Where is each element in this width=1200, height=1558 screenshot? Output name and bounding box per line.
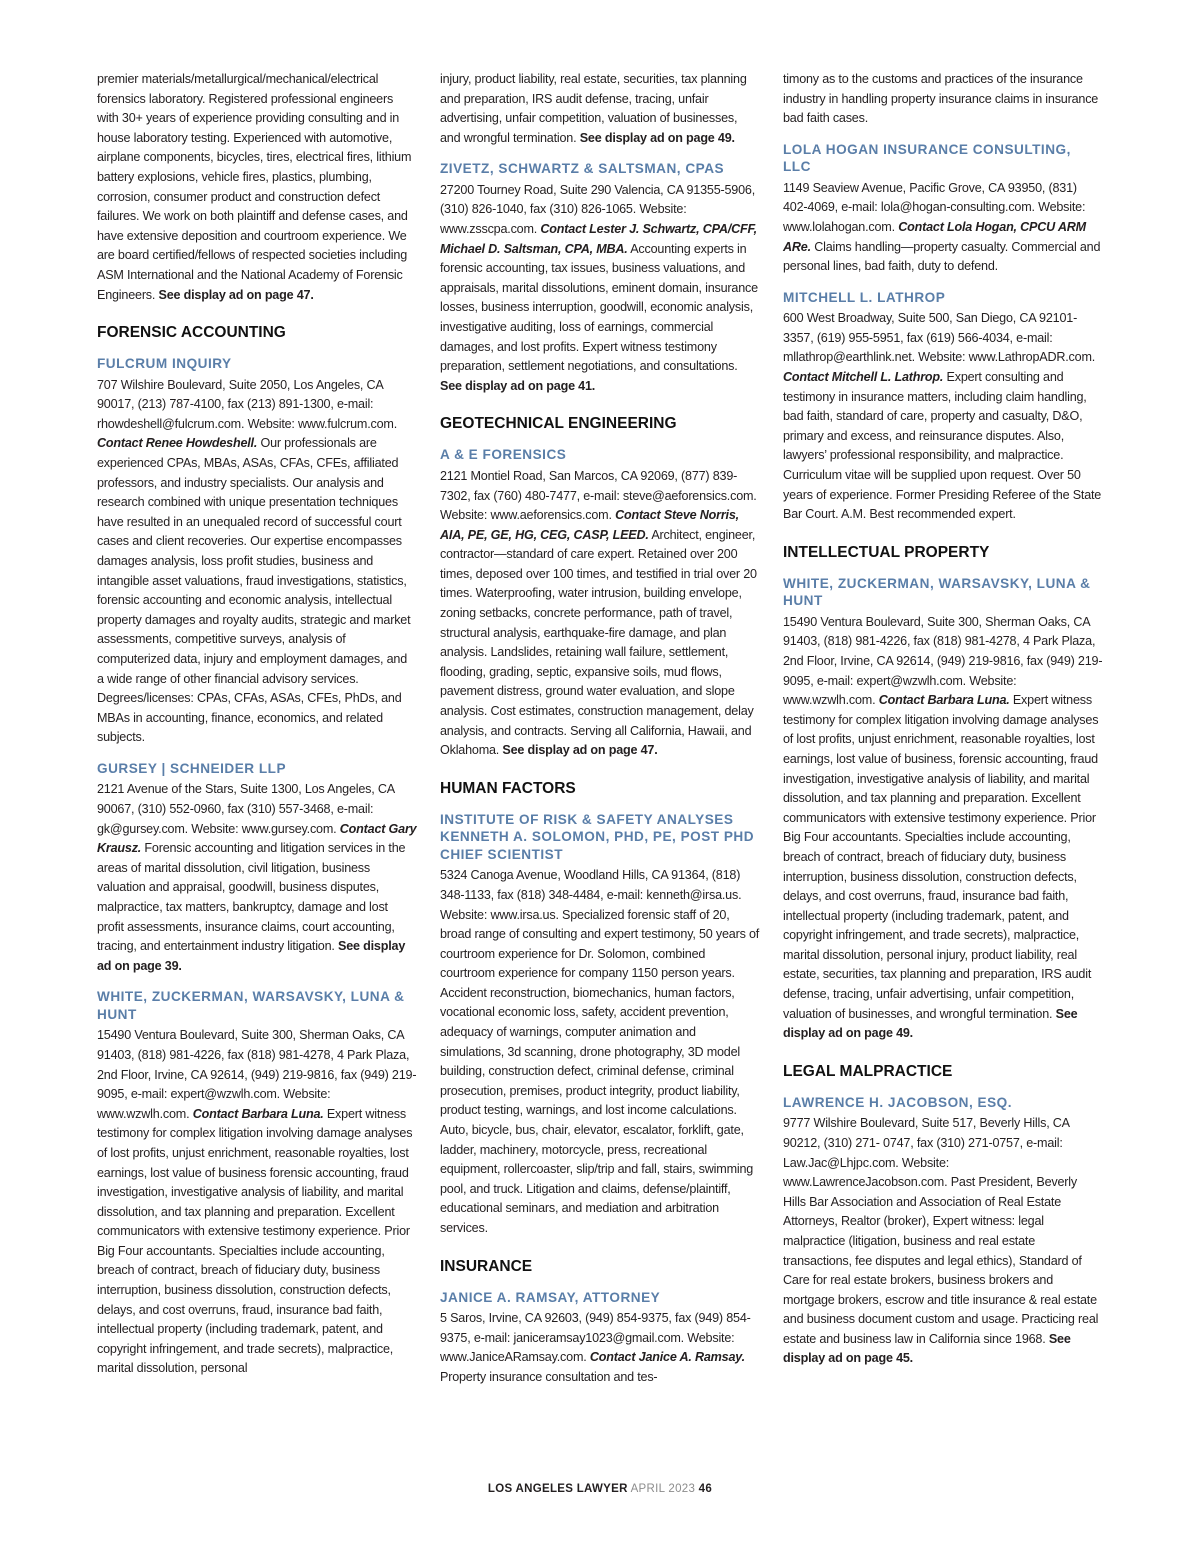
listing-text [440,866,760,1238]
listing-address: 15490 Ventura Boulevard, Suite 300, Sherman Oaks, CA 91403, (818) 981-4226, fax (818) 981-4278, 4 Park Plaza, 2nd Floor, Irvine, CA 92614, (949) 219-9816, fax (949) 219-9095, e-mail: expert@wzwlh.com. Website: www.wzwlh.com. [783,614,1103,708]
listing-description: Claims handling—property casualty. Commercial and personal lines, bad faith, duty to defend. [783,239,1101,274]
display-ad-reference: See display ad on page 45. [783,1331,1071,1366]
page-footer [0,1483,1200,1495]
listing-text [97,1026,417,1379]
firm-name: GURSEY | SCHNEIDER LLP [97,760,287,776]
footer-publication: LOS ANGELES LAWYER [487,1483,628,1495]
section-heading: FORENSIC ACCOUNTING [97,324,286,342]
listing-contact: Contact Mitchell L. Lathrop. [783,370,944,385]
display-ad-reference: See display ad on page 47. [502,743,658,758]
listing-text [783,613,1103,1044]
listing-description: Architect, engineer, contractor—standard of care expert. Retained over 200 times, deposed over 100 times, and testified in trial over 20 times. Waterproofing, water intrusion, building envelope, zoning setbacks, concrete performance, path of travel, structural analysis, earthquake-fire damage, and plan analysis. Landslides, retaining wall failure, settlement, flooding, grading, septic, expansive soils, mud flows, pavement distress, ground water evaluation, and slope analysis. Cost estimates, construction management, delay analysis, and contracts. Serving all California, Hawaii, and Oklahoma. [440,527,757,758]
listing-contact: Contact Gary Krausz. [97,821,417,856]
listing-description: premier materials/metallurgical/mechanical/electrical forensics laboratory. Registered professional engineers with 30+ years of experience providing consulting and in house laboratory testing. Experienced with automotive, airplane components, bicycles, tires, electrical fires, lithium battery explosions, vehicle fires, plastics, plumbing, corrosion, consumer product and construction defect failures. We work on both plaintiff and defense cases, and have extensive deposition and courtroom experience. We are board certified/fellows of respected societies including ASM International and the National Academy of Forensic Engineers. [97,72,412,302]
listing-address: 15490 Ventura Boulevard, Suite 300, Sherman Oaks, CA 91403, (818) 981-4226, fax (818) 981-4278, 4 Park Plaza, 2nd Floor, Irvine, CA 92614, (949) 219-9816, fax (949) 219-9095, e-mail: expert@wzwlh.com. Website: www.wzwlh.com. [97,1028,417,1121]
listing-text [783,1114,1103,1369]
section-heading: GEOTECHNICAL ENGINEERING [440,415,677,433]
listing-contact: Contact Lester J. Schwartz, CPA/CFF, Michael D. Saltsman, CPA, MBA. [440,222,757,256]
listing-text [97,70,417,305]
listing-contact: Contact Lola Hogan, CPCU ARM ARe. [783,219,1086,254]
firm-name: WHITE, ZUCKERMAN, WARSAVSKY, LUNA & HUNT [97,989,405,1022]
listing-description: 9777 Wilshire Boulevard, Suite 517, Beverly Hills, CA 90212, (310) 271- 0747, fax (310) 271-0757, e-mail: Law.Jac@Lhjpc.com. Website: www.LawrenceJacobson.com. Past President, Beverly Hills Bar Association and Association of Real Estate Attorneys, Realtor (broker), Expert witness: legal malpractice (litigation, business and real estate transactions, fee disputes and legal ethics), Standard of Care for real estate brokers, business brokers and mortgage brokers, escrow and title insurance & real estate and business document custom and usage. Practicing real estate and business law in California since 1968. [783,1116,1099,1346]
display-ad-reference: See display ad on page 49. [783,1006,1078,1041]
display-ad-reference: See display ad on page 49. [579,130,735,145]
listing-text [440,1309,760,1387]
display-ad-reference: See display ad on page 39. [97,939,406,973]
listing-text [783,179,1103,277]
listing-contact: Contact Renee Howdeshell. [97,436,258,451]
firm-name: WHITE, ZUCKERMAN, WARSAVSKY, LUNA & HUNT [783,575,1091,609]
listing-address: 27200 Tourney Road, Suite 290 Valencia, CA 91355-5906, (310) 826-1040, fax (310) 826-1065. Website: www.zsscpa.com. [440,182,756,237]
listing-contact: Contact Barbara Luna. [878,693,1010,708]
column-2 [440,70,760,1387]
listing-contact: Contact Steve Norris, AIA, PE, GE, HG, CEG, CASP, LEED. [440,508,739,542]
firm-name: ZIVETZ, SCHWARTZ & SALTSMAN, CPAS [440,161,725,177]
listing-text [783,70,1103,129]
listing-text [783,309,1103,525]
listing-address: 2121 Avenue of the Stars, Suite 1300, Los Angeles, CA 90067, (310) 552-0960, fax (310) 557-3468, e-mail: gk@gursey.com. Website: www.gursey.com. [97,782,395,836]
listing-text [440,467,760,761]
column-1 [97,70,417,1379]
listing-address: 5 Saros, Irvine, CA 92603, (949) 854-9375, fax (949) 854-9375, e-mail: janiceramsay1023@gmail.com. Website: www.JaniceARamsay.com. [440,1311,751,1365]
section-heading: HUMAN FACTORS [440,779,576,797]
firm-name: INSTITUTE OF RISK & SAFETY ANALYSES KENNETH A. SOLOMON, PHD, PE, POST PHD CHIEF SCIENTIST [440,811,755,862]
listing-address: 600 West Broadway, Suite 500, San Diego, CA 92101-3357, (619) 955-5951, fax (619) 566-4034, e-mail: mllathrop@earthlink.net. Website: www.LathropADR.com. [783,311,1096,365]
listing-description: Accounting experts in forensic accounting, tax issues, business valuations, and appraisals, marital dissolutions, eminent domain, insurance losses, business interruption, goodwill, economic analysis, investigative auditing, loss of earnings, commercial damages, and lost profits. Expert witness testimony preparation, settlement negotiations, and consultations. [440,241,758,374]
listing-description: Property insurance consultation and tes- [440,1369,658,1384]
listing-description: injury, product liability, real estate, securities, tax planning and preparation, IRS audit defense, tracing, unfair advertising, unfair competition, valuation of businesses, and wrongful termination. [440,72,747,145]
display-ad-reference: See display ad on page 41. [440,378,596,393]
display-ad-reference: See display ad on page 47. [158,287,314,302]
firm-name: FULCRUM INQUIRY [97,356,232,372]
listing-text [440,181,760,397]
listing-description: Expert witness testimony for complex litigation involving damage analyses of lost profits, unjust enrichment, reasonable royalties, lost earnings, lost value of business forensic accounting, fraud investigation, investigative analysis of liability, and marital dissolution, and tax planning and preparation. Excellent communicators with extensive testimony experience. Prior Big Four accountants. Specialties include accounting, breach of contract, breach of fiduciary duty, business interruption, business dissolution, construction defects, delays, and cost overruns, fraud, insurance bad faith, intellectual property (including trademark, patent, and copyright infringement, and trade secrets), malpractice, marital dissolution, personal [97,1106,413,1376]
listing-address: 707 Wilshire Boulevard, Suite 2050, Los Angeles, CA 90017, (213) 787-4100, fax (213) 891-1300, e-mail: rhowdeshell@fulcrum.com. Website: www.fulcrum.com. [97,377,397,431]
firm-name: LAWRENCE H. JACOBSON, ESQ. [783,1094,1013,1110]
listing-text [440,70,760,148]
listing-contact: Contact Janice A. Ramsay. [589,1350,745,1365]
listing-text [97,376,417,748]
section-heading: LEGAL MALPRACTICE [783,1062,953,1080]
listing-text [97,780,417,976]
listing-contact: Contact Barbara Luna. [192,1106,324,1121]
section-heading: INTELLECTUAL PROPERTY [783,543,990,561]
listing-description: timony as to the customs and practices of the insurance industry in handling property insurance claims in insurance bad faith cases. [783,72,1099,126]
footer-page-number: 46 [698,1483,713,1495]
firm-name: A & E FORENSICS [440,447,567,463]
footer-issue: APRIL 2023 [630,1483,696,1495]
listing-description: Expert consulting and testimony in insurance matters, including claim handling, bad faith, standard of care, property and casualty, D&O, primary and excess, and reinsurance disputes. Also, lawyers’ professional responsibility, and malpractice. Curriculum vitae will be supplied upon request. Over 50 years of experience. Former Presiding Referee of the State Bar Court. A.M. Best recommended expert. [783,370,1102,522]
section-heading: INSURANCE [440,1257,533,1275]
listing-address: 2121 Montiel Road, San Marcos, CA 92069, (877) 839-7302, fax (760) 480-7477, e-mail: steve@aeforensics.com. Website: www.aeforensics.com. [440,468,757,523]
listing-description: Forensic accounting and litigation services in the areas of marital dissolution, civil litigation, business valuation and appraisal, goodwill, business disputes, malpractice, tax matters, bankruptcy, damage and lost profit assessments, insurance claims, court accounting, tracing, and entertainment industry litigation. [97,841,406,954]
firm-name: JANICE A. RAMSAY, ATTORNEY [440,1289,661,1305]
listing-address: 1149 Seaview Avenue, Pacific Grove, CA 93950, (831) 402-4069, e-mail: lola@hogan-consulting.com. Website: www.lolahogan.com. [783,180,1086,234]
firm-name: MITCHELL L. LATHROP [783,289,946,305]
column-3 [783,70,1103,1369]
listing-description: 5324 Canoga Avenue, Woodland Hills, CA 91364, (818) 348-1133, fax (818) 348-4484, e-mail: kenneth@irsa.us. Website: www.irsa.us. Specialized forensic staff of 20, broad range of consulting and expert testimony, 50 years of courtroom experience for Dr. Solomon, combined courtroom experience for company 1150 person years. Accident reconstruction, biomechanics, human factors, vocational economic loss, safety, accident prevention, adequacy of warnings, computer animation and simulations, 3d scanning, drone photography, 3D model building, construction defect, criminal defense, criminal prosecution, premises, product integrity, product liability, product testing, warnings, and lost income calculations. Auto, bicycle, bus, chair, elevator, escalator, forklift, gate, ladder, machinery, motorcycle, press, recreational equipment, rollercoaster, slip/trip and fall, stairs, swimming pool, and truck. Litigation and claims, defense/plaintiff, educational seminars, and mediation and arbitration services. [440,868,760,1235]
listing-description: Our professionals are experienced CPAs, MBAs, ASAs, CFAs, CFEs, affiliated professors, and industry specialists. Our analysis and research combined with unique presentation techniques have resulted in an unequaled record of successful court cases and client recoveries. Our expertise encompasses damages analysis, loss profit studies, business and intangible asset valuations, fraud investigations, statistics, forensic accounting and economic analysis, intellectual property damages and royalty audits, strategic and market assessments, competitive surveys, analysis of computerized data, injury and employment damages, and a wide range of other financial advisory services. Degrees/licenses: CPAs, CFAs, ASAs, CFEs, PhDs, and MBAs in accounting, finance, economics, and related subjects. [97,436,411,745]
firm-name: LOLA HOGAN INSURANCE CONSULTING, LLC [783,141,1071,175]
listing-description: Expert witness testimony for complex litigation involving damage analyses of lost profits, unjust enrichment, reasonable royalties, lost earnings, lost value of business, forensic accounting, fraud investigation, investigative analysis of liability, and marital dissolution, and tax planning and preparation. Excellent communicators with extensive testimony experience. Prior Big Four accountants. Specialties include accounting, breach of contract, breach of fiduciary duty, business interruption, business dissolution, construction defects, delays, and cost overruns, fraud, insurance bad faith, intellectual property (including trademark, patent, and copyright infringement, and trade secrets), malpractice, marital dissolution, personal injury, product liability, real estate, securities, tax planning and preparation, IRS audit defense, tracing, unfair advertising, unfair competition, valuation of businesses, and wrongful termination. [783,693,1099,1021]
